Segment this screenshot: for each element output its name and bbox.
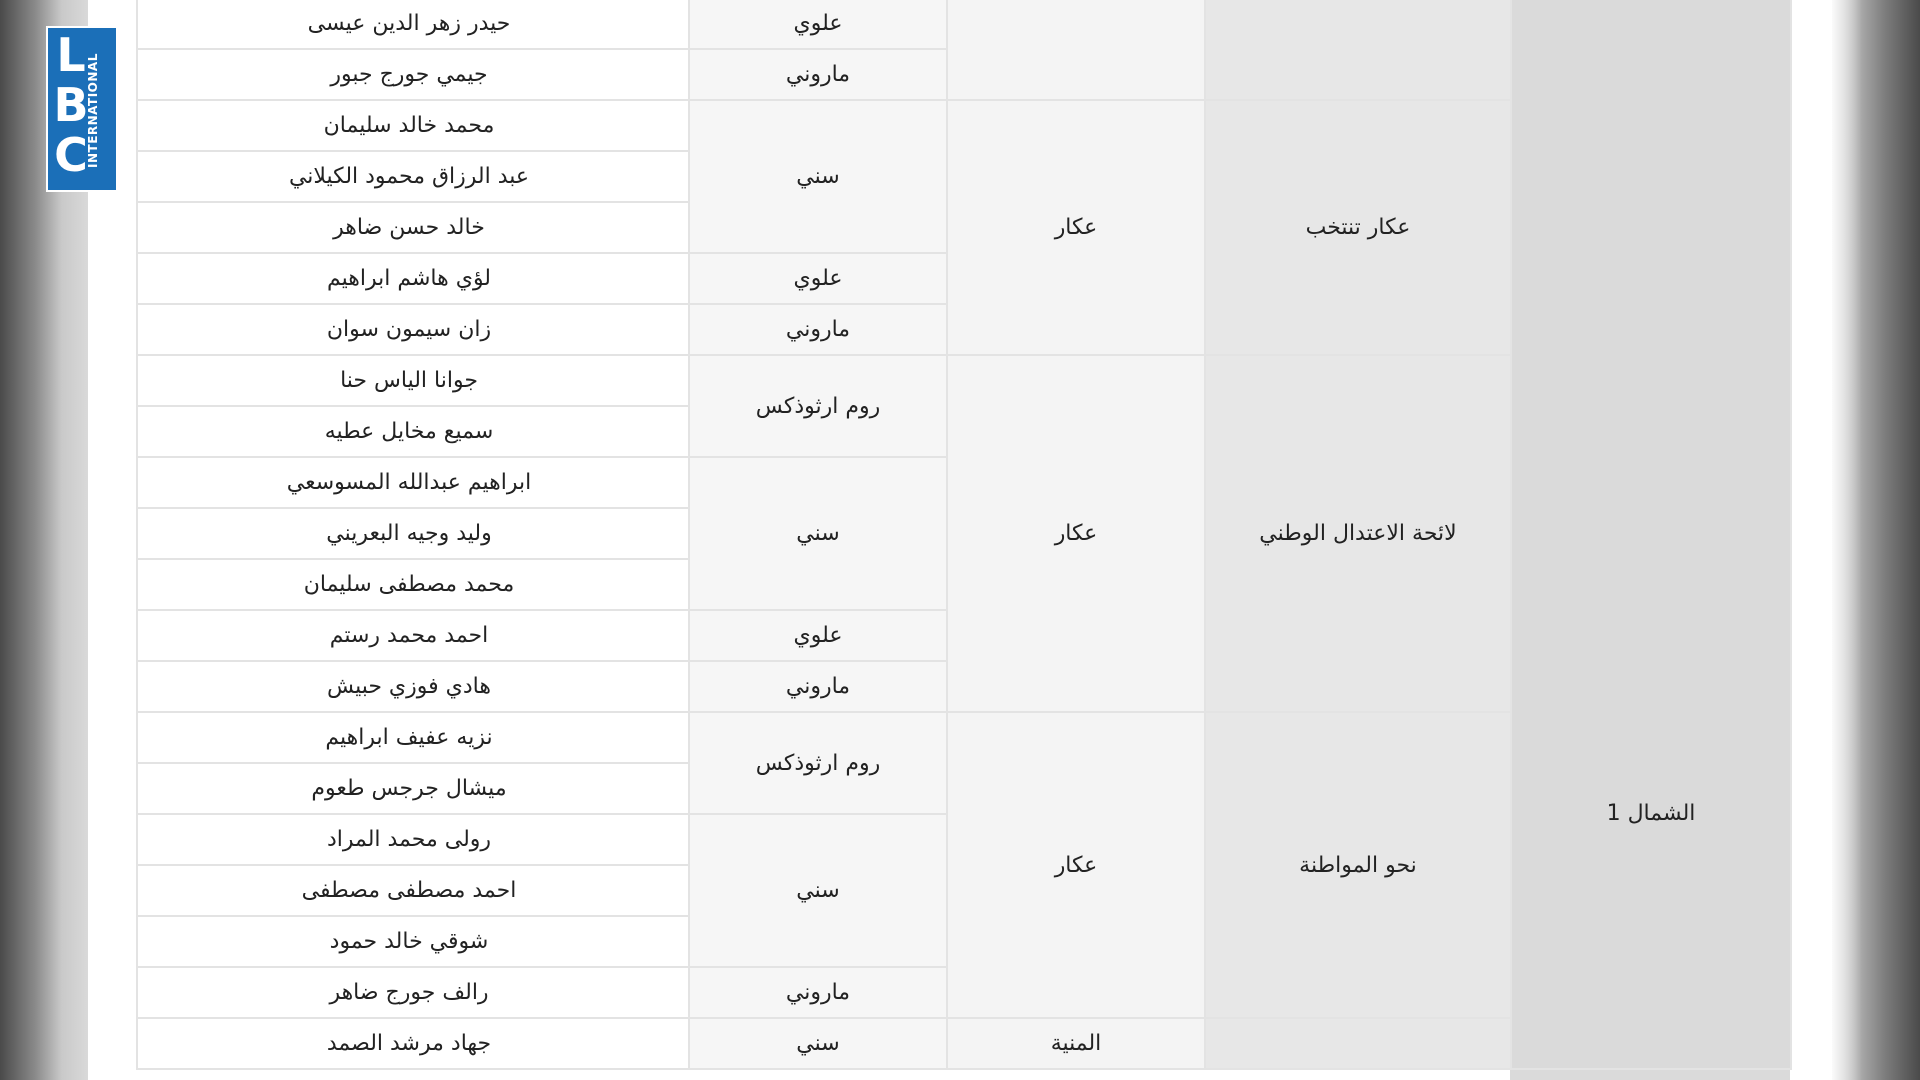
sect-cell: روم ارثوذكس [689,355,947,457]
list-name-cell: لائحة الاعتدال الوطني [1205,355,1511,712]
circumscription-cell [1511,0,1791,1069]
candidate-name-cell: ابراهيم عبدالله المسوسعي [137,457,689,508]
candidate-name-cell: جوانا الياس حنا [137,355,689,406]
logo-letters [52,30,90,180]
frame-border-right [1832,0,1920,1080]
district-cell: عكار [947,712,1205,1018]
candidate-name-cell: نزيه عفيف ابراهيم [137,712,689,763]
sect-cell: سني [689,1018,947,1069]
candidate-name-cell: محمد خالد سليمان [137,100,689,151]
candidate-name-cell: سميع مخايل عطيه [137,406,689,457]
district-cell: المنية [947,1018,1205,1069]
candidate-name-cell: احمد محمد رستم [137,610,689,661]
candidate-name-cell: حيدر زهر الدين عيسى [137,0,689,49]
candidate-name-cell: هادي فوزي حبيش [137,661,689,712]
sect-cell: علوي [689,0,947,49]
district-cell: عكار [947,355,1205,712]
candidate-name-cell: شوقي خالد حمود [137,916,689,967]
sect-cell: ماروني [689,49,947,100]
sect-cell: ماروني [689,304,947,355]
candidate-name-cell: جيمي جورج جبور [137,49,689,100]
sect-cell: ماروني [689,967,947,1018]
candidate-name-cell: وليد وجيه البعريني [137,508,689,559]
sect-cell: علوي [689,610,947,661]
candidate-name-cell: خالد حسن ضاهر [137,202,689,253]
sect-cell: ماروني [689,661,947,712]
candidate-name-cell: رولى محمد المراد [137,814,689,865]
district-cell: عكار [947,100,1205,355]
sect-cell: علوي [689,253,947,304]
logo-letter-c: C [54,128,88,182]
candidate-name-cell: جهاد مرشد الصمد [137,1018,689,1069]
logo-letter-l: L [56,28,86,82]
circumscription-label: الشمال 1 [1606,801,1696,826]
list-cell-empty [1205,1018,1511,1069]
list-name-cell: نحو المواطنة [1205,712,1511,1018]
candidate-name-cell: محمد مصطفى سليمان [137,559,689,610]
list-cell-empty [1205,0,1511,100]
candidate-name-cell: احمد مصطفى مصطفى [137,865,689,916]
sect-cell: سني [689,814,947,967]
district-cell-empty [947,0,1205,100]
candidate-name-cell: عبد الرزاق محمود الكيلاني [137,151,689,202]
sect-cell: سني [689,100,947,253]
sect-cell: روم ارثوذكس [689,712,947,814]
sect-cell: سني [689,457,947,610]
lbc-international-logo [46,26,118,192]
candidate-name-cell: رالف جورج ضاهر [137,967,689,1018]
logo-subtitle: INTERNATIONAL [86,53,100,169]
candidates-table [136,0,1792,1070]
candidate-name-cell: زان سيمون سوان [137,304,689,355]
list-name-cell: عكار تنتخب [1205,100,1511,355]
candidate-name-cell: لؤي هاشم ابراهيم [137,253,689,304]
table-row [137,0,1791,49]
candidate-name-cell: ميشال جرجس طعوم [137,763,689,814]
logo-letter-b: B [53,78,89,132]
